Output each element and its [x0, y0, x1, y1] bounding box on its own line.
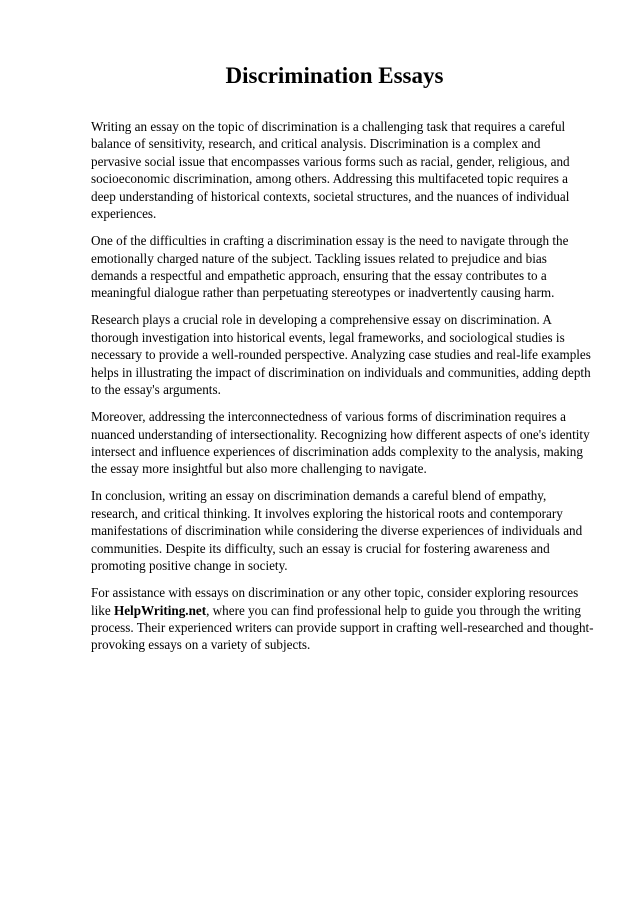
document-title: Discrimination Essays [225, 63, 444, 88]
paragraph-difficulties: One of the difficulties in crafting a discrimination essay is the need to navigate through the emotionally charged nature of the subject. Tackling issues related to prejudice and bias demands a respectful and empathetic approach, ensuring that the essay contributes to a meaningful dialogue rather than perpetuating stereotypes or inadvertently causing harm. [91, 233, 569, 301]
paragraph-research: Research plays a crucial role in developing a comprehensive essay on discrimination. A thorough investigation into historical events, legal frameworks, and sociological studies is necessary to provide a well-rounded perspective. Analyzing case studies and real-life examples helps in illustrating the impact of discrimination on individuals and communities, adding depth to the essay's arguments. [91, 312, 591, 398]
paragraph-closing [91, 584, 594, 654]
paragraph-conclusion: In conclusion, writing an essay on discrimination demands a careful blend of empathy, research, and critical thinking. It involves exploring the historical roots and contemporary manifestations of discrimination while considering the diverse experiences of individuals and communities. Despite its difficulty, such an essay is crucial for fostering awareness and promoting positive change in society. [91, 488, 583, 574]
paragraph-intro: Writing an essay on the topic of discrimination is a challenging task that requires a careful balance of sensitivity, research, and critical analysis. Discrimination is a complex and pervasive social issue that encompasses various forms such as racial, gender, religious, and socioeconomic discrimination, among others. Addressing this multifaceted topic requires a deep understanding of historical contexts, societal structures, and the nuances of individual experiences. [91, 119, 570, 222]
paragraph-intersectionality: Moreover, addressing the interconnectedness of various forms of discrimination requires a nuanced understanding of intersectionality. Recognizing how different aspects of one's identity intersect and influence experiences of discrimination adds complexity to the analysis, making the essay more insightful but also more challenging to navigate. [91, 409, 590, 477]
closing-text-after: , where you can find professional help to guide you through the writing process. Their experienced writers can provide support in crafting well-researched and thought-provoking essays on a variety of subjects. [91, 602, 594, 653]
helpwriting-brand: HelpWriting.net [114, 602, 207, 618]
closing-text-before: For assistance with essays on discrimination or any other topic, consider exploring resources like [91, 585, 579, 618]
